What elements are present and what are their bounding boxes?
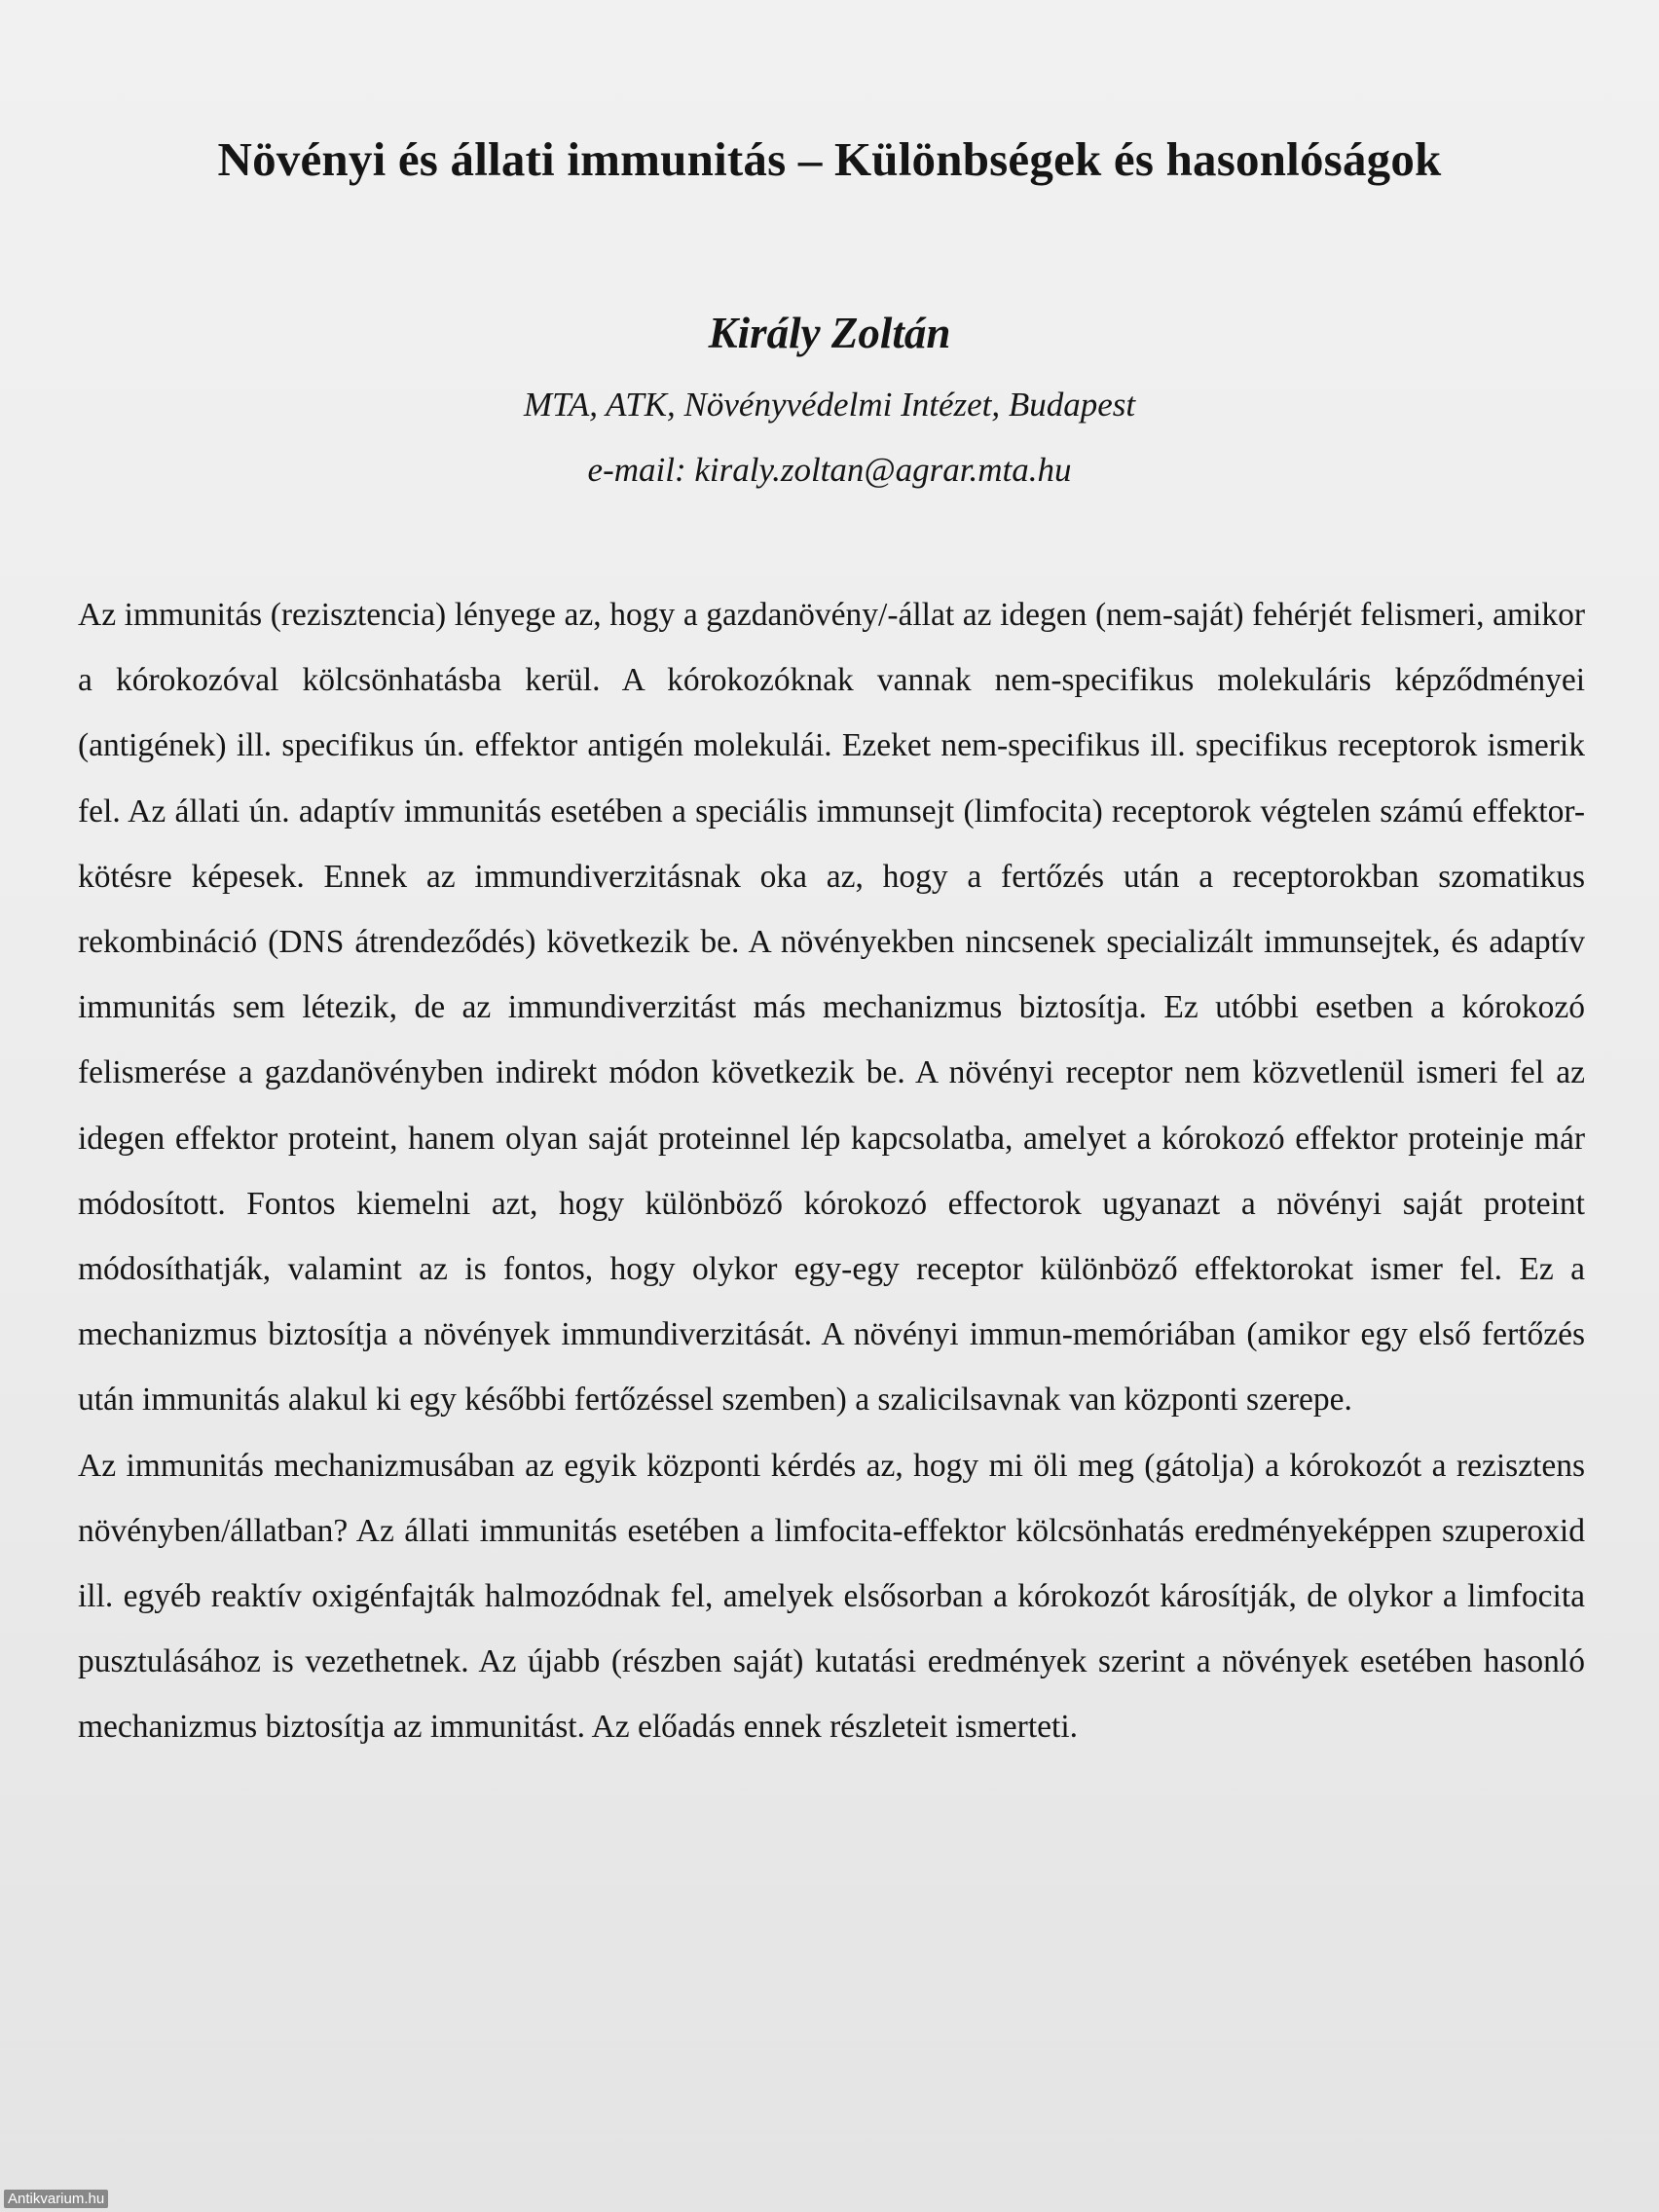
author-name: Király Zoltán	[708, 309, 951, 357]
document-title: Növényi és állati immunitás – Különbségek és hasonlóságok	[217, 132, 1442, 186]
watermark-label: Antikvarium.hu	[4, 2190, 108, 2208]
abstract-body	[78, 582, 1585, 1760]
author-affiliation: MTA, ATK, Növényvédelmi Intézet, Budapest	[523, 386, 1136, 424]
paragraph-1: Az immunitás (rezisztencia) lényege az, hogy a gazdanövény/-állat az idegen (nem-saját) fehérjét felismeri, amikor a kórokozóval kölcsönhatásba kerül. A kórokozóknak vannak nem-specifikus molekuláris képződményei (antigének) ill. specifikus ún. effektor antigén molekulái. Ezeket nem-specifikus ill. specifikus receptorok ismerik fel. Az állati ún. adaptív immunitás esetében a speciális immunsejt (limfocita) receptorok végtelen számú effektor-kötésre képesek. Ennek az immundiverzitásnak oka az, hogy a fertőzés után a receptorokban szomatikus rekombináció (DNS átrendeződés) következik be. A növényekben nincsenek specializált immunsejtek, és adaptív immunitás sem létezik, de az immundiverzitást más mechanizmus biztosítja. Ez utóbbi esetben a kórokozó felismerése a gazdanövényben indirekt módon következik be. A növényi receptor nem közvetlenül ismeri fel az idegen effektor proteint, hanem olyan saját proteinnel lép kapcsolatba, amelyet a kórokozó effektor proteinje már módosított. Fontos kiemelni azt, hogy különböző kórokozó effectorok ugyanazt a növényi saját proteint módosíthatják, valamint az is fontos, hogy olykor egy-egy receptor különböző effektorokat ismer fel. Ez a mechanizmus biztosítja a növények immundiverzitását. A növényi immun-memóriában (amikor egy első fertőzés után immunitás alakul ki egy későbbi fertőzéssel szemben) a szalicilsavnak van központi szerepe.	[78, 597, 1585, 1419]
paragraph-2: Az immunitás mechanizmusában az egyik központi kérdés az, hogy mi öli meg (gátolja) a kórokozót a rezisztens növényben/állatban? Az állati immunitás esetében a limfocita-effektor kölcsönhatás eredményeképpen szuperoxid ill. egyéb reaktív oxigénfajták halmozódnak fel, amelyek elsősorban a kórokozót károsítják, de olykor a limfocita pusztulásához is vezethetnek. Az újabb (részben saját) kutatási eredmények szerint a növények esetében hasonló mechanizmus biztosítja az immunitást. Az előadás ennek részleteit ismerteti.	[78, 1447, 1585, 1746]
author-email: e-mail: kiraly.zoltan@agrar.mta.hu	[587, 451, 1072, 489]
